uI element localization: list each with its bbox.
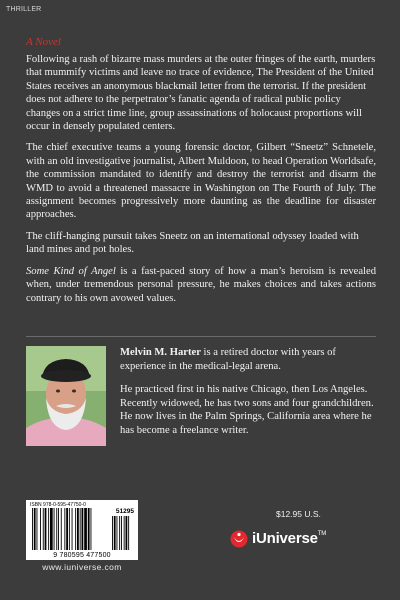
author-bio-1-text: is a retired doctor with years of experience in the medical-legal arena. xyxy=(120,347,336,372)
author-photo xyxy=(26,346,106,446)
barcode-bars xyxy=(26,500,138,560)
back-cover-blurb xyxy=(26,53,376,313)
author-name: Melvin M. Harter xyxy=(120,347,201,358)
genre-label: THRILLER xyxy=(6,6,42,13)
trademark-mark: TM xyxy=(317,531,327,537)
blurb-paragraph-2: The chief executive teams a young forensic doctor, Gilbert “Sneetz” Schnetele, with an old investigative journalist, Albert Muldoon, to head Operation Worldsafe, the commission mandated to identify and destroy the terrorist and disarm the WMD to avoid a threatened massacre in Washington on The Fourth of July. The assignment becomes progressively more daunting as the deadline for disaster approaches. xyxy=(26,142,376,221)
iuniverse-logo-icon xyxy=(230,530,248,548)
barcode-price-code: 51295 xyxy=(115,508,134,515)
author-bio-paragraph-2: He practiced first in his native Chicago, then Los Angeles. Recently widowed, he has two sons and four grandchildren. He now lives in the Palm Springs, California area where he has become a freelance writer. xyxy=(120,384,374,436)
blurb-paragraph-1: Following a rash of bizarre mass murders at the outer fringes of the earth, murders that mummify victims and leave no trace of evidence, The President of the United States receives an anonymous blackmail letter from the terrorist. If the president does not adhere to the perpetrator’s fanatic agenda of radical public policy changes on a strict time line, group assassinations of holocaust proportions will occur in densely populated centers. xyxy=(26,54,376,133)
blurb-paragraph-4-text: is a fast-paced story of how a man’s heroism is revealed when, under tremendous personal pressure, he makes choices and takes actions contrary to his own avowed values. xyxy=(26,265,376,304)
author-portrait-image xyxy=(26,346,106,446)
tagline: A Novel xyxy=(26,36,61,48)
book-price: $12.95 U.S. xyxy=(276,509,321,519)
author-bio xyxy=(120,346,378,448)
blurb-paragraph-4 xyxy=(26,265,376,305)
barcode-digits: 9 780595 477500 xyxy=(53,552,111,559)
author-bio-paragraph-1 xyxy=(120,346,378,373)
publisher-name xyxy=(252,530,326,547)
book-title: Some Kind of Angel xyxy=(26,265,116,277)
blurb-paragraph-3: The cliff-hanging pursuit takes Sneetz on an international odyssey loaded with land mines and pot holes. xyxy=(26,230,359,256)
isbn-label: ISBN 978-0-595-47750-0 xyxy=(30,502,86,508)
publisher-website: www.iuniverse.com xyxy=(42,562,122,572)
publisher-logo xyxy=(230,528,330,552)
publisher-name-text: iUniverse xyxy=(252,530,318,547)
isbn-barcode xyxy=(26,500,138,560)
section-divider xyxy=(26,336,376,337)
